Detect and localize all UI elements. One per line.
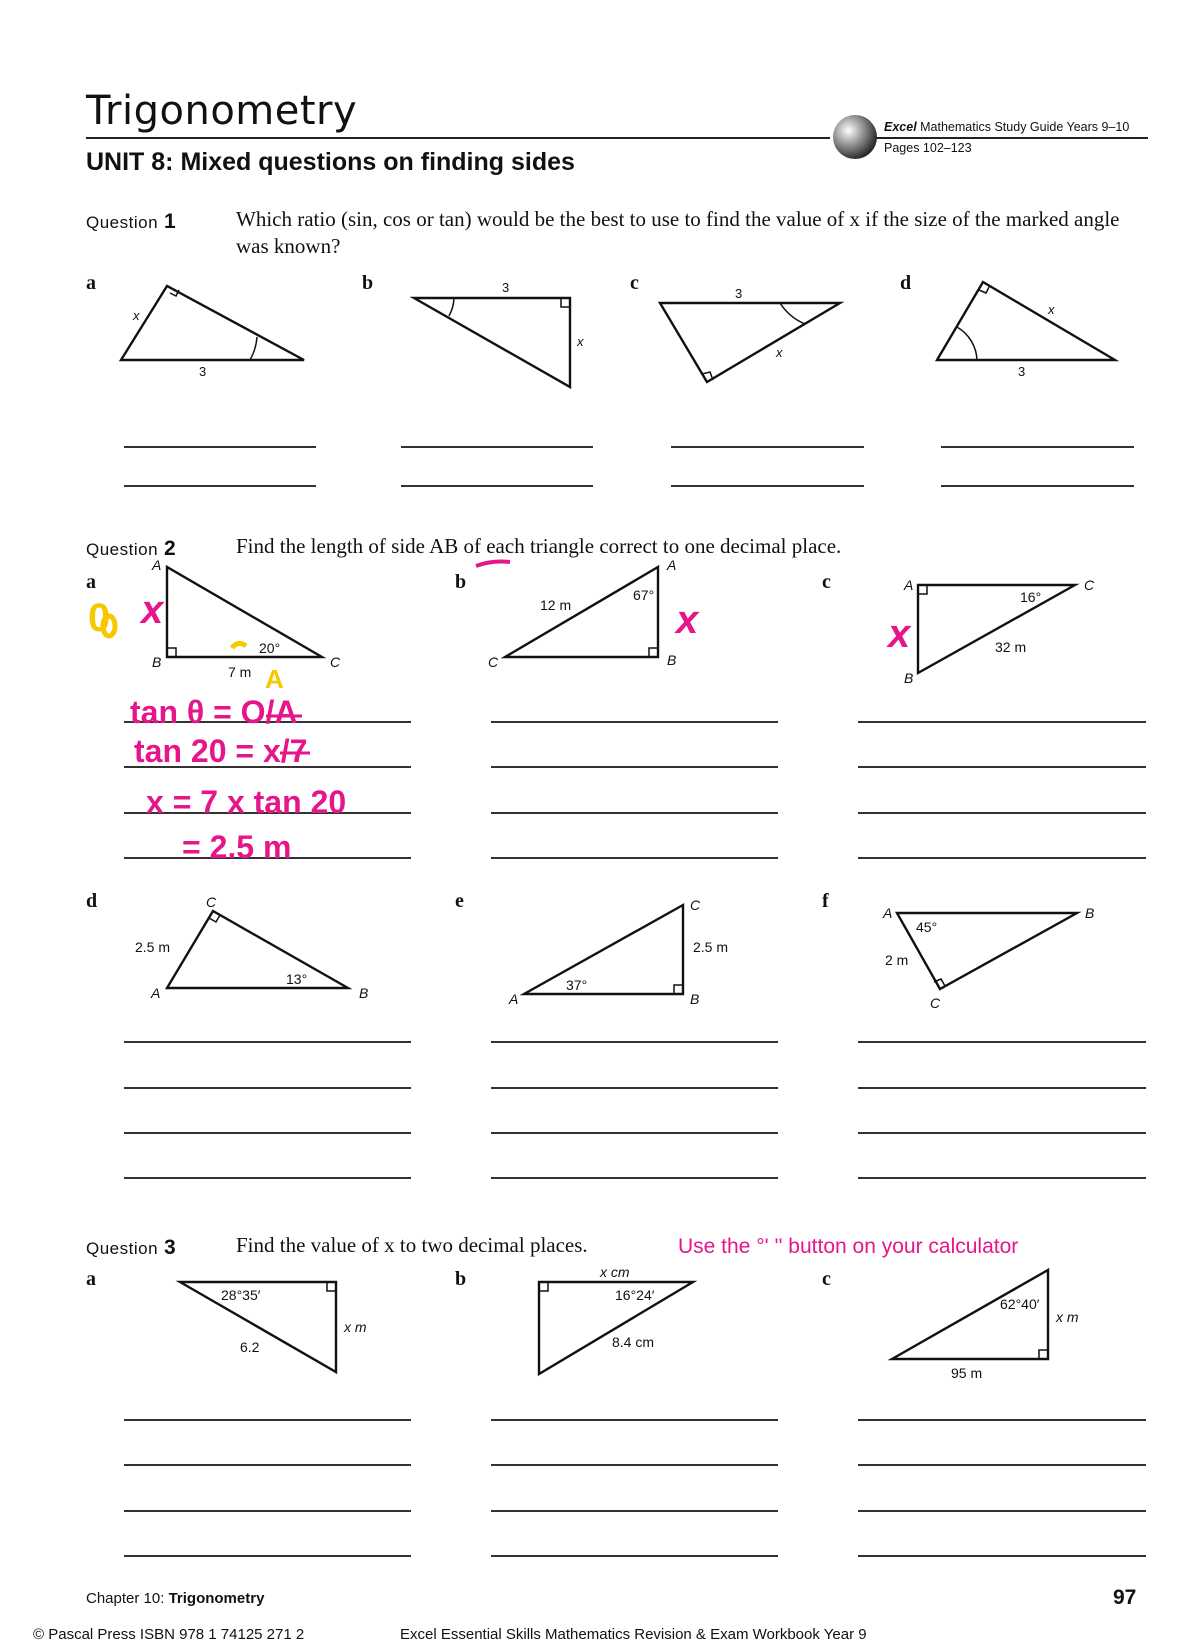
q3c-triangle xyxy=(892,1270,1048,1359)
q2a-B: B xyxy=(152,654,162,670)
q2d-line-3[interactable] xyxy=(124,1132,411,1134)
q1a-3-label: 3 xyxy=(199,364,207,379)
q1a-x-label: x xyxy=(133,308,140,323)
q2b-angle: 67° xyxy=(633,587,655,603)
q3c-line-1[interactable] xyxy=(858,1419,1146,1421)
handwriting-line-4: = 2.5 m xyxy=(182,829,292,865)
q2d-line-4[interactable] xyxy=(124,1177,411,1179)
q2b-triangle xyxy=(505,567,658,657)
q2d-C: C xyxy=(206,894,217,910)
q2f-angle: 45° xyxy=(916,919,938,935)
chapter-footer: Chapter 10: Trigonometry xyxy=(86,1590,265,1607)
yellow-angle-mark xyxy=(232,643,246,648)
q2f-line-3[interactable] xyxy=(858,1132,1146,1134)
q2f-line-2[interactable] xyxy=(858,1087,1146,1089)
q2d-A: A xyxy=(151,985,161,1001)
q2-text: Find the length of side AB of each triangle correct to one decimal place. xyxy=(236,534,842,558)
q2e-A: A xyxy=(509,991,519,1007)
q2f-line-1[interactable] xyxy=(858,1041,1146,1043)
q2e-C: C xyxy=(690,897,701,913)
q2e-line-3[interactable] xyxy=(491,1132,778,1134)
pink-underline-mark xyxy=(476,562,510,567)
q2e-triangle xyxy=(524,905,683,994)
study-guide-pages: Pages 102–123 xyxy=(884,141,972,155)
q2b-B: B xyxy=(667,652,677,668)
q2b-side: 12 m xyxy=(540,597,572,613)
q3b-angle: 16°24′ xyxy=(615,1287,655,1303)
q2f-line-4[interactable] xyxy=(858,1177,1146,1179)
q2d-line-2[interactable] xyxy=(124,1087,411,1089)
q3a-line-1[interactable] xyxy=(124,1419,411,1421)
q1a-triangle xyxy=(121,286,304,360)
q1b-line-1[interactable] xyxy=(401,446,593,448)
q2-part-e: e xyxy=(455,890,464,912)
handwriting-line-1: tan θ = O/A xyxy=(130,694,298,730)
book-title-line: Excel Essential Skills Mathematics Revision & Exam Workbook Year 9 xyxy=(400,1626,867,1643)
q2f-side: 2 m xyxy=(885,952,909,968)
q2d-triangle xyxy=(167,911,348,988)
q1b-triangle xyxy=(414,298,570,387)
q2c-line-1[interactable] xyxy=(858,721,1146,723)
q2b-A: A xyxy=(667,557,677,573)
q2e-B: B xyxy=(690,991,700,1007)
q1d-x-label: x xyxy=(1048,302,1055,317)
q2c-C: C xyxy=(1084,577,1095,593)
handwriting-x-b: x xyxy=(676,598,699,642)
q2-part-c: c xyxy=(822,571,831,593)
q2f-A: A xyxy=(883,905,893,921)
q1-part-b: b xyxy=(362,272,374,294)
q3b-x: x cm xyxy=(600,1264,630,1280)
q1b-x-label: x xyxy=(577,334,584,349)
q3b-line-2[interactable] xyxy=(491,1464,778,1466)
q3c-side: 95 m xyxy=(951,1365,983,1381)
q3-part-b: b xyxy=(455,1268,467,1290)
q3-text: Find the value of x to two decimal places. xyxy=(236,1233,588,1257)
q3a-angle: 28°35′ xyxy=(221,1287,261,1303)
q3-part-a: a xyxy=(86,1268,96,1290)
q3a-side: 6.2 xyxy=(240,1339,260,1355)
q3c-line-3[interactable] xyxy=(858,1510,1146,1512)
page-number: 97 xyxy=(1113,1586,1137,1609)
q2c-side: 32 m xyxy=(995,639,1027,655)
q1b-3-label: 3 xyxy=(502,280,510,295)
q1-part-c: c xyxy=(630,272,639,294)
q2c-B: B xyxy=(904,670,914,686)
q2d-B: B xyxy=(359,985,369,1001)
handwriting-line-3: x = 7 x tan 20 xyxy=(146,784,347,820)
q3-label: Question 3 xyxy=(86,1236,177,1259)
q1b-line-2[interactable] xyxy=(401,485,593,487)
q3-calculator-note: Use the °' '' button on your calculator xyxy=(678,1235,1019,1258)
q3b-line-4[interactable] xyxy=(491,1555,778,1557)
q1c-x-label: x xyxy=(776,345,783,360)
q1c-line-1[interactable] xyxy=(671,446,864,448)
q1d-triangle xyxy=(937,282,1115,360)
q2e-side: 2.5 m xyxy=(693,939,729,955)
q2d-line-1[interactable] xyxy=(124,1041,411,1043)
handwriting-a-mark: A xyxy=(265,664,284,694)
study-guide-ref: Excel Mathematics Study Guide Years 9–10 xyxy=(884,120,1130,134)
q3a-line-3[interactable] xyxy=(124,1510,411,1512)
q1d-line-1[interactable] xyxy=(941,446,1134,448)
q2-part-d: d xyxy=(86,890,98,912)
q2e-line-1[interactable] xyxy=(491,1041,778,1043)
page-title: Trigonometry xyxy=(86,88,358,134)
q2b-line-2[interactable] xyxy=(491,766,778,768)
q1a-line-1[interactable] xyxy=(124,446,316,448)
q2a-angle: 20° xyxy=(259,640,281,656)
handwriting-line-2: tan 20 = x/7 xyxy=(134,733,308,769)
q1d-3-label: 3 xyxy=(1018,364,1026,379)
q2c-angle: 16° xyxy=(1020,589,1042,605)
q1-label: Question 1 xyxy=(86,210,177,233)
q3b-line-3[interactable] xyxy=(491,1510,778,1512)
q3a-x: x m xyxy=(344,1319,367,1335)
q2f-C: C xyxy=(930,995,941,1011)
handwriting-x-c: x xyxy=(888,612,911,656)
q3a-line-4[interactable] xyxy=(124,1555,411,1557)
handwriting-o: 0 xyxy=(88,596,111,640)
q2b-line-4[interactable] xyxy=(491,857,778,859)
q2-part-f: f xyxy=(822,890,829,912)
unit-heading: UNIT 8: Mixed questions on finding sides xyxy=(86,148,575,176)
q2c-line-2[interactable] xyxy=(858,766,1146,768)
q2c-line-4[interactable] xyxy=(858,857,1146,859)
q2b-C: C xyxy=(488,654,499,670)
q2e-line-2[interactable] xyxy=(491,1087,778,1089)
q2e-line-4[interactable] xyxy=(491,1177,778,1179)
q3b-side: 8.4 cm xyxy=(612,1334,655,1350)
q1c-3-label: 3 xyxy=(735,286,743,301)
q2d-side: 2.5 m xyxy=(135,939,171,955)
q3c-x: x m xyxy=(1056,1309,1079,1325)
q3c-line-4[interactable] xyxy=(858,1555,1146,1557)
q1-part-d: d xyxy=(900,272,912,294)
q1d-line-2[interactable] xyxy=(941,485,1134,487)
q2-part-a: a xyxy=(86,571,96,593)
q2e-angle: 37° xyxy=(566,977,588,993)
q2d-angle: 13° xyxy=(286,971,308,987)
q3c-angle: 62°40′ xyxy=(1000,1296,1040,1312)
q2a-C: C xyxy=(330,654,341,670)
q2c-triangle xyxy=(918,585,1075,673)
q1c-triangle xyxy=(660,303,840,382)
q1-text: Which ratio (sin, cos or tan) would be the best to use to find the value of x if the size of the marked angle was known? xyxy=(236,207,1120,258)
q2a-side: 7 m xyxy=(228,664,252,680)
q2-part-b: b xyxy=(455,571,467,593)
q2b-line-1[interactable] xyxy=(491,721,778,723)
q2-label: Question 2 xyxy=(86,537,177,560)
q2a-A: A xyxy=(152,557,162,573)
q2c-line-3[interactable] xyxy=(858,812,1146,814)
q2c-A: A xyxy=(904,577,914,593)
q3b-line-1[interactable] xyxy=(491,1419,778,1421)
q2f-B: B xyxy=(1085,905,1095,921)
q3-part-c: c xyxy=(822,1268,831,1290)
q1-part-a: a xyxy=(86,272,96,294)
q1a-line-2[interactable] xyxy=(124,485,316,487)
handwriting-x-a: x xyxy=(141,588,164,632)
q2b-line-3[interactable] xyxy=(491,812,778,814)
copyright-line: © Pascal Press ISBN 978 1 74125 271 2 xyxy=(33,1626,305,1643)
q1c-line-2[interactable] xyxy=(671,485,864,487)
q3a-line-2[interactable] xyxy=(124,1464,411,1466)
q3c-line-2[interactable] xyxy=(858,1464,1146,1466)
